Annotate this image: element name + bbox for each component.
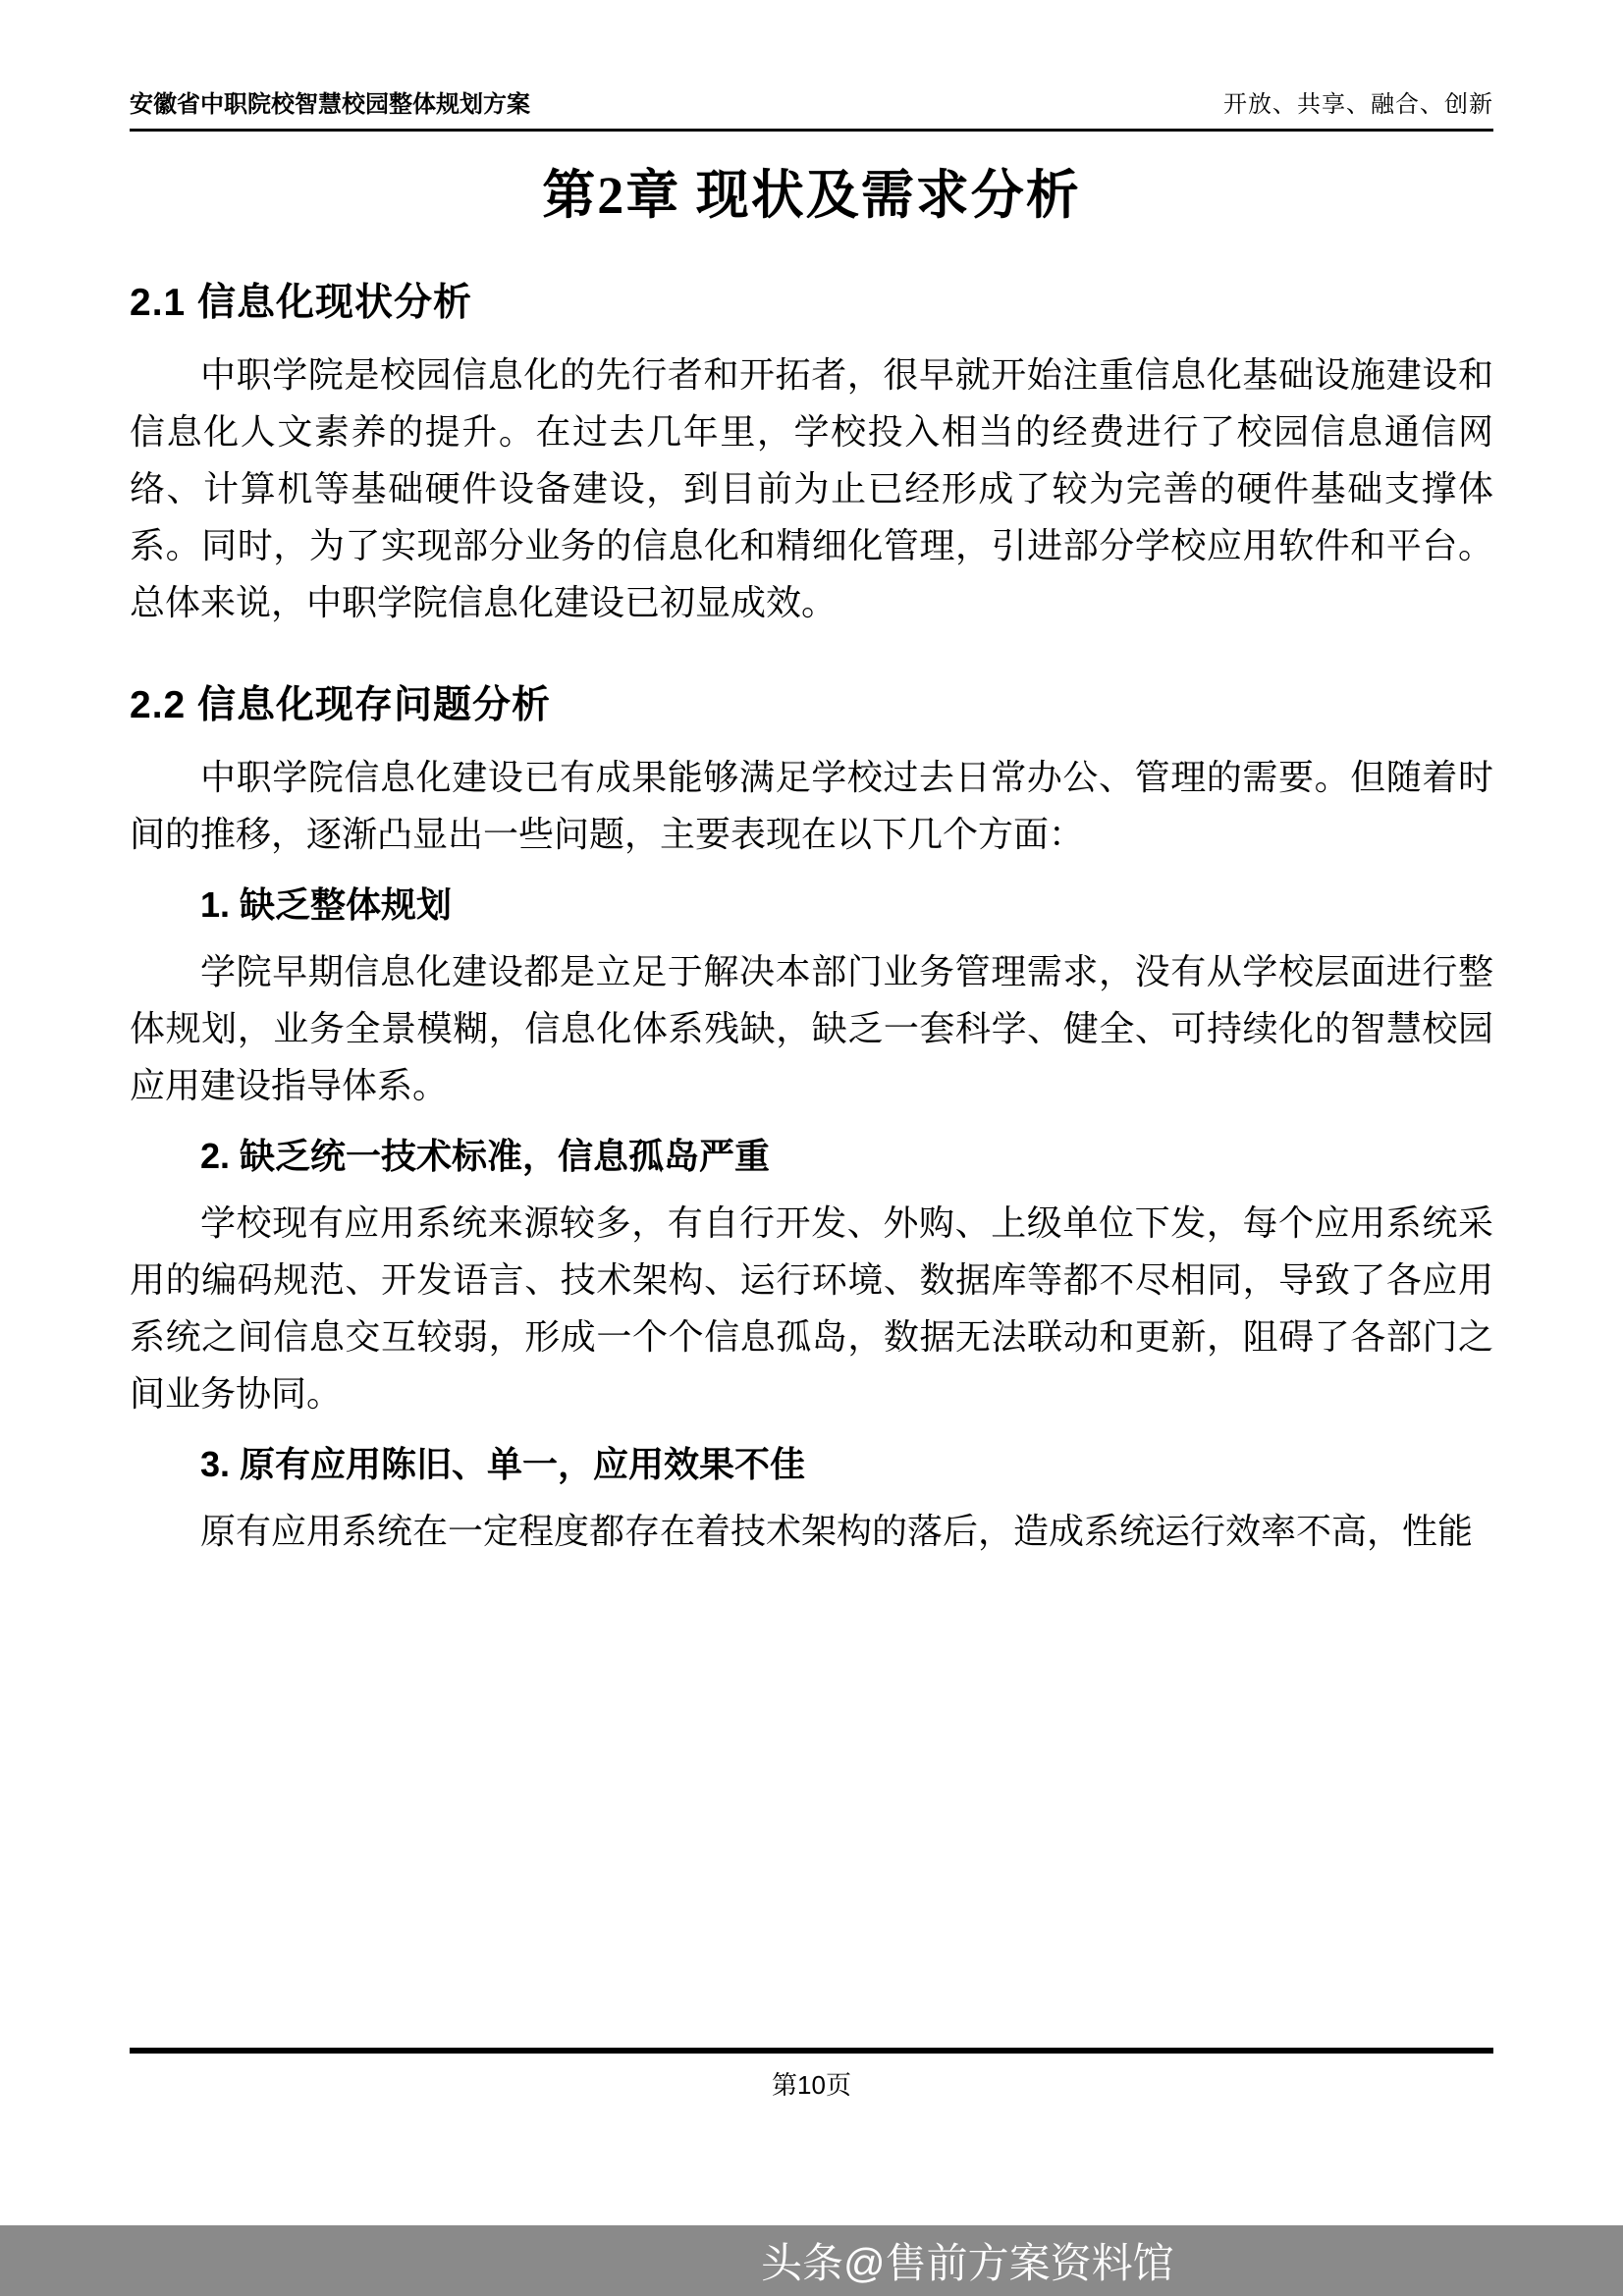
issue-item-3-heading: 3. 原有应用陈旧、单一，应用效果不佳 [200, 1444, 806, 1484]
watermark-text: 头条@售前方案资料馆 [761, 2240, 1174, 2286]
section-heading-2-2: 2.2 信息化现存问题分析 [130, 684, 552, 726]
page-number: 第10页 [772, 2070, 851, 2100]
issue-item-1-heading: 1. 缺乏整体规划 [200, 884, 453, 925]
chapter-title: 第2章 现状及需求分析 [542, 166, 1081, 225]
section-heading-2-1: 2.1 信息化现状分析 [130, 282, 473, 324]
watermark-strip [0, 2225, 1623, 2296]
issue-item-2-heading: 2. 缺乏统一技术标准，信息孤岛严重 [200, 1136, 771, 1176]
issue-item-3-paragraph: 原有应用系统在一定程度都存在着技术架构的落后，造成系统运行效率不高，性能 [200, 1511, 1474, 1551]
page-header [130, 84, 1493, 132]
header-slogan: 开放、共享、融合、创新 [1223, 91, 1493, 118]
page-footer [130, 2048, 1493, 2102]
issue-item-1-paragraph: 学院早期信息化建设都是立足于解决本部门业务管理需求，没有从学校层面进行整体规划，业务全景模糊，信息化体系残缺，缺乏一套科学、健全、可持续化的智慧校园应用建设指导体系。 [130, 951, 1493, 1105]
section-2-1-paragraph: 中职学院是校园信息化的先行者和开拓者，很早就开始注重信息化基础设施建设和信息化人文素养的提升。在过去几年里，学校投入相当的经费进行了校园信息通信网络、计算机等基础硬件设备建设，到目前为止已经形成了较为完善的硬件基础支撑体系。同时，为了实现部分业务的信息化和精细化管理，引进部分学校应用软件和平台。总体来说，中职学院信息化建设已初显成效。 [130, 354, 1493, 622]
issue-item-2-paragraph: 学校现有应用系统来源较多，有自行开发、外购、上级单位下发，每个应用系统采用的编码规范、开发语言、技术架构、运行环境、数据库等都不尽相同，导致了各应用系统之间信息交互较弱，形成一个个信息孤岛，数据无法联动和更新，阻碍了各部门之间业务协同。 [130, 1202, 1493, 1414]
header-title: 安徽省中职院校智慧校园整体规划方案 [130, 91, 530, 118]
section-2-2-intro-paragraph: 中职学院信息化建设已有成果能够满足学校过去日常办公、管理的需要。但随着时间的推移，逐渐凸显出一些问题，主要表现在以下几个方面： [130, 757, 1493, 854]
